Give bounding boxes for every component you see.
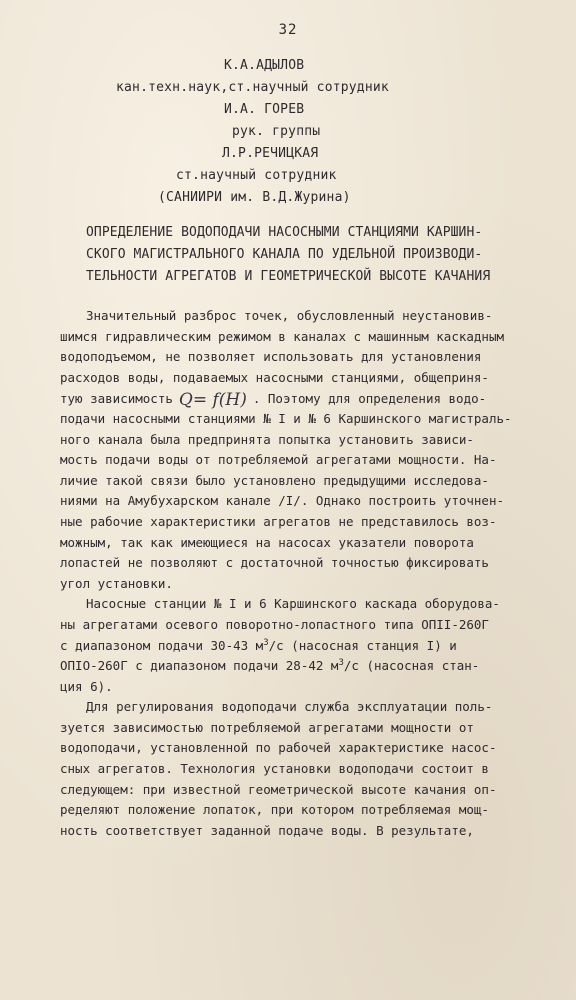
author-name-1: К.А.АДЫЛОВ xyxy=(224,58,305,73)
body-line: лопастей не позволяют с достаточной точностью фиксировать xyxy=(60,555,489,571)
body-line-with-unit xyxy=(60,656,560,677)
body-line: личие такой связи было установлено предыдущими исследова- xyxy=(60,472,489,488)
body-line: зуется зависимостью потребляемой агрегатами мощности от xyxy=(60,719,474,735)
body-line: ные рабочие характеристики агрегатов не представилось воз- xyxy=(60,513,497,529)
title-line: СКОГО МАГИСТРАЛЬНОГО КАНАЛА ПО УДЕЛЬНОЙ ПРОИЗВОДИ- xyxy=(86,247,483,262)
body-line: ция 6). xyxy=(60,678,113,694)
author-affiliation-2: рук. группы xyxy=(232,124,321,139)
article-body xyxy=(60,306,560,841)
page-number: 32 xyxy=(278,22,298,38)
handwritten-formula: Q= f(H) xyxy=(178,390,247,411)
body-line: водоподъемом, не позволяет использовать для установления xyxy=(60,349,482,365)
superscript: 3 xyxy=(263,637,269,648)
body-line: ного канала была предпринята попытка установить зависи- xyxy=(60,431,474,447)
article-title xyxy=(86,222,556,288)
body-line: ность соответствует заданной подаче воды. В результате, xyxy=(60,822,474,838)
body-line: расходов воды, подаваемых насосными станциями, общеприня- xyxy=(60,369,489,385)
body-line: мость подачи воды от потребляемой агрегатами мощности. На- xyxy=(60,452,497,468)
body-text: тую зависимость xyxy=(60,391,173,407)
author-affiliation-1: кан.техн.наук,ст.научный сотрудник xyxy=(116,80,389,95)
body-line: ны агрегатами осевого поворотно-лопастного типа ОПII-260Г xyxy=(60,616,489,632)
body-line: сных агрегатов. Технология установки водоподачи состоит в xyxy=(60,761,489,777)
body-text: ОПIО-260Г с диапазоном подачи 28-42 м xyxy=(60,658,339,674)
body-text: с диапазоном подачи 30-43 м xyxy=(60,637,264,653)
institution: (САНИИРИ им. В.Д.Журина) xyxy=(158,190,351,205)
body-line-with-unit xyxy=(60,636,560,657)
body-line: подачи насосными станциями № I и № 6 Каршинского магистраль- xyxy=(60,410,512,426)
body-text: /с (насосная станция I) и xyxy=(268,637,457,653)
body-line: Для регулирования водоподачи служба эксплуатации поль- xyxy=(86,699,493,715)
author-affiliation-3: ст.научный сотрудник xyxy=(176,168,337,183)
body-line: можным, так как имеющиеся на насосах указатели поворота xyxy=(60,534,474,550)
superscript: 3 xyxy=(338,658,344,669)
body-line: следующем: при известной геометрической высоте качания оп- xyxy=(60,781,497,797)
body-line: ределяют положение лопаток, при котором потребляемая мощ- xyxy=(60,802,489,818)
body-line-with-formula xyxy=(60,388,560,409)
author-name-2: И.А. ГОРЕВ xyxy=(224,102,305,117)
title-line: ТЕЛЬНОСТИ АГРЕГАТОВ И ГЕОМЕТРИЧЕСКОЙ ВЫСОТЕ КАЧАНИЯ xyxy=(86,269,491,284)
author-name-3: Л.Р.РЕЧИЦКАЯ xyxy=(222,146,319,161)
body-line: шимся гидравлическим режимом в каналах с машинным каскадным xyxy=(60,328,505,344)
body-line: угол установки. xyxy=(60,575,173,591)
body-line: Насосные станции № I и 6 Каршинского каскада оборудова- xyxy=(86,596,500,612)
title-line: ОПРЕДЕЛЕНИЕ ВОДОПОДАЧИ НАСОСНЫМИ СТАНЦИЯМИ КАРШИН- xyxy=(86,225,483,240)
body-line: Значительный разброс точек, обусловленный неустановив- xyxy=(86,308,493,323)
body-text: . Поэтому для определения водо- xyxy=(252,391,487,407)
body-text: /с (насосная стан- xyxy=(343,658,480,674)
body-line: водоподачи, установленной по рабочей характеристике насос- xyxy=(60,740,497,756)
body-line: ниями на Амубухарском канале /I/. Однако построить уточнен- xyxy=(60,493,505,509)
